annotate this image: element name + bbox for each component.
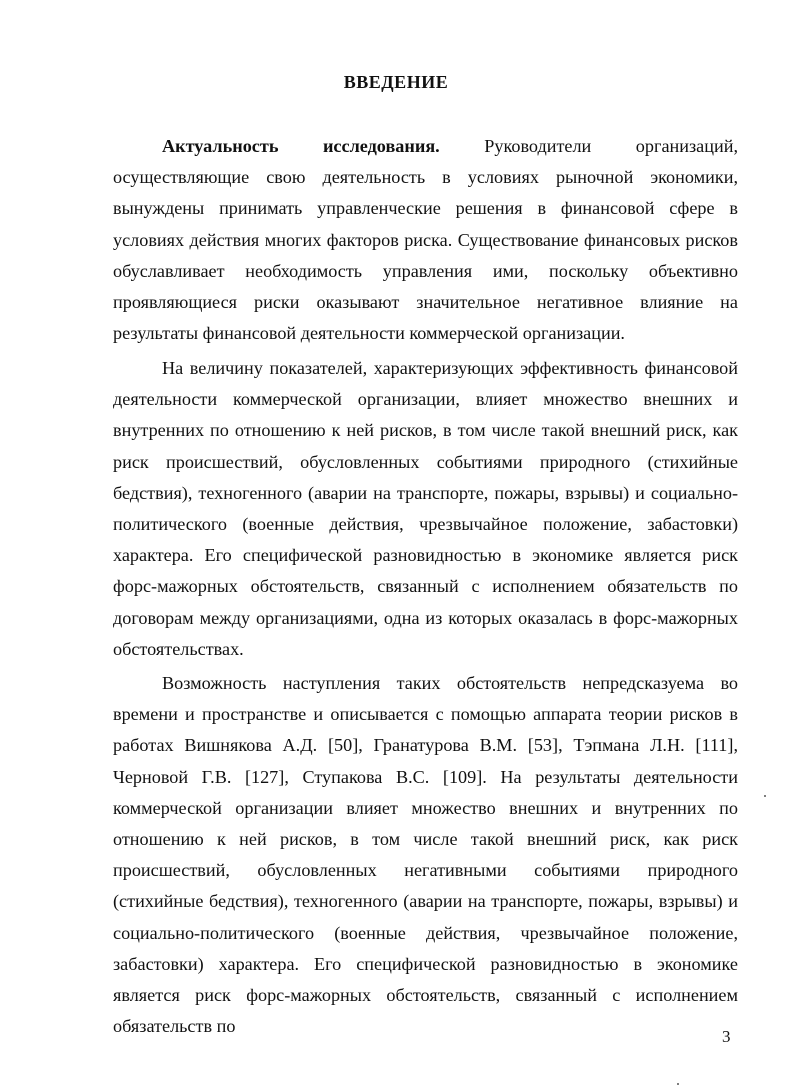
paragraph-possibility bbox=[113, 668, 738, 1042]
paragraph-indicators bbox=[113, 353, 738, 665]
scan-speck bbox=[764, 795, 766, 797]
page-title: ВВЕДЕНИЕ bbox=[343, 72, 449, 92]
paragraph-text: Возможность наступления таких обстоятельств непредсказуема во времени и пространстве и описывается с помощью аппарата теории рисков в работах Вишнякова А.Д. [50], Гранатурова В.М. [53], Тэпмана Л.Н. [111], Черновой Г.В. [127], Ступакова В.С. [109]. На результаты деятельности коммерческой организации влияет множество внешних и внутренних по отношению к ней рисков, в том числе такой внешний риск, как риск происшествий, обусловленных негативными событиями природного (стихийные бедствия), техногенного (аварии на транспорте, пожары, взрывы) и социально-политического (военные действия, чрезвычайное положение, забастовки) характера. Его специфической разновидностью в экономике является риск форс-мажорных обстоятельств, связанный с исполнением обязательств по bbox=[113, 673, 738, 1037]
paragraph-text: На величину показателей, характеризующих эффективность финансовой деятельности коммерческой организации, влияет множество внешних и внутренних по отношению к ней рисков, в том числе такой внешний риск, как риск происшествий, обусловленных событиями природного (стихийные бедствия), техногенного (аварии на транспорте, пожары, взрывы) и социально-политического (военные действия, чрезвычайное положение, забастовки) характера. Его специфической разновидностью в экономике является риск форс-мажорных обстоятельств, связанный с исполнением обязательств по договорам между организациями, одна из которых оказалась в форс-мажорных обстоятельствах. bbox=[113, 358, 738, 659]
scan-speck bbox=[677, 1083, 679, 1085]
paragraph-lead: Актуальность исследования. bbox=[162, 136, 440, 156]
paragraph-text: Руководители организаций, осуществляющие свою деятельность в условиях рыночной экономики, вынуждены принимать управленческие решения в финансовой сфере в условиях действия многих факторов риска. Существование финансовых рисков обуславливает необходимость управления ими, поскольку объективно проявляющиеся риски оказывают значительное негативное влияние на результаты финансовой деятельности коммерческой организации. bbox=[113, 136, 738, 344]
page-number: 3 bbox=[722, 1027, 731, 1046]
paragraph-relevance bbox=[113, 131, 738, 349]
